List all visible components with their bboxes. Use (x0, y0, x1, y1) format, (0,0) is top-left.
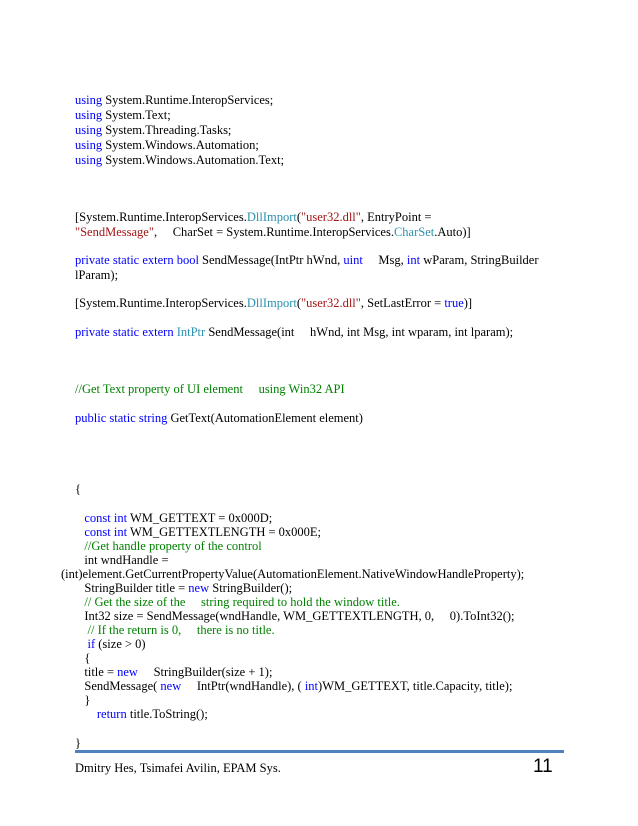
code-comment: // If the return is 0, there is no title. (75, 623, 275, 637)
code-line: } (75, 736, 81, 750)
code-comment: //Get Text property of UI element using Win32 API (75, 382, 345, 396)
code-line: if (size > 0) (87, 637, 146, 651)
code-line: const int WM_GETTEXT = 0x000D; (75, 511, 273, 525)
method-signature: public static string GetText(AutomationElement element) (75, 411, 363, 425)
code-comment: // Get the size of the string required to hold the window title. (75, 595, 400, 609)
code-line: const int WM_GETTEXTLENGTH = 0x000E; (75, 525, 322, 539)
code-line: using System.Windows.Automation; (75, 138, 259, 152)
code-line: Int32 size = SendMessage(wndHandle, WM_GETTEXTLENGTH, 0, 0).ToInt32(); (75, 609, 515, 623)
code-line: [System.Runtime.InteropServices.DllImport("user32.dll", SetLastError = true)] (75, 296, 473, 310)
code-line: title = new StringBuilder(size + 1); (75, 665, 273, 679)
code-line: using System.Text; (75, 108, 171, 122)
code-comment: //Get handle property of the control (75, 539, 262, 553)
code-line: private static extern IntPtr SendMessage(int hWnd, int Msg, int wparam, int lparam); (75, 325, 514, 339)
page-number: 11 (533, 756, 553, 777)
code-line: using System.Windows.Automation.Text; (75, 153, 285, 167)
footer-authors: Dmitry Hes, Tsimafei Avilin, EPAM Sys. (75, 761, 281, 775)
code-line: [System.Runtime.InteropServices.DllImport("user32.dll", EntryPoint = (75, 210, 432, 224)
code-line: int wndHandle = (75, 553, 169, 567)
code-line: StringBuilder title = new StringBuilder(); (75, 581, 293, 595)
code-line: } (75, 693, 91, 707)
code-line: return title.ToString(); (96, 707, 208, 721)
code-line: using System.Runtime.InteropServices; (75, 93, 274, 107)
code-line: lParam); (75, 268, 119, 282)
footer-rule (75, 750, 564, 753)
code-line: (int)element.GetCurrentPropertyValue(AutomationElement.NativeWindowHandleProperty); (61, 567, 525, 581)
code-line: { (75, 651, 91, 665)
code-line: SendMessage( new IntPtr(wndHandle), ( int)WM_GETTEXT, title.Capacity, title); (75, 679, 513, 693)
code-line: { (75, 482, 81, 496)
code-line: "SendMessage", CharSet = System.Runtime.InteropServices.CharSet.Auto)] (75, 225, 471, 239)
code-line: private static extern bool SendMessage(IntPtr hWnd, uint Msg, int wParam, StringBuilder (75, 253, 539, 267)
code-line: using System.Threading.Tasks; (75, 123, 232, 137)
